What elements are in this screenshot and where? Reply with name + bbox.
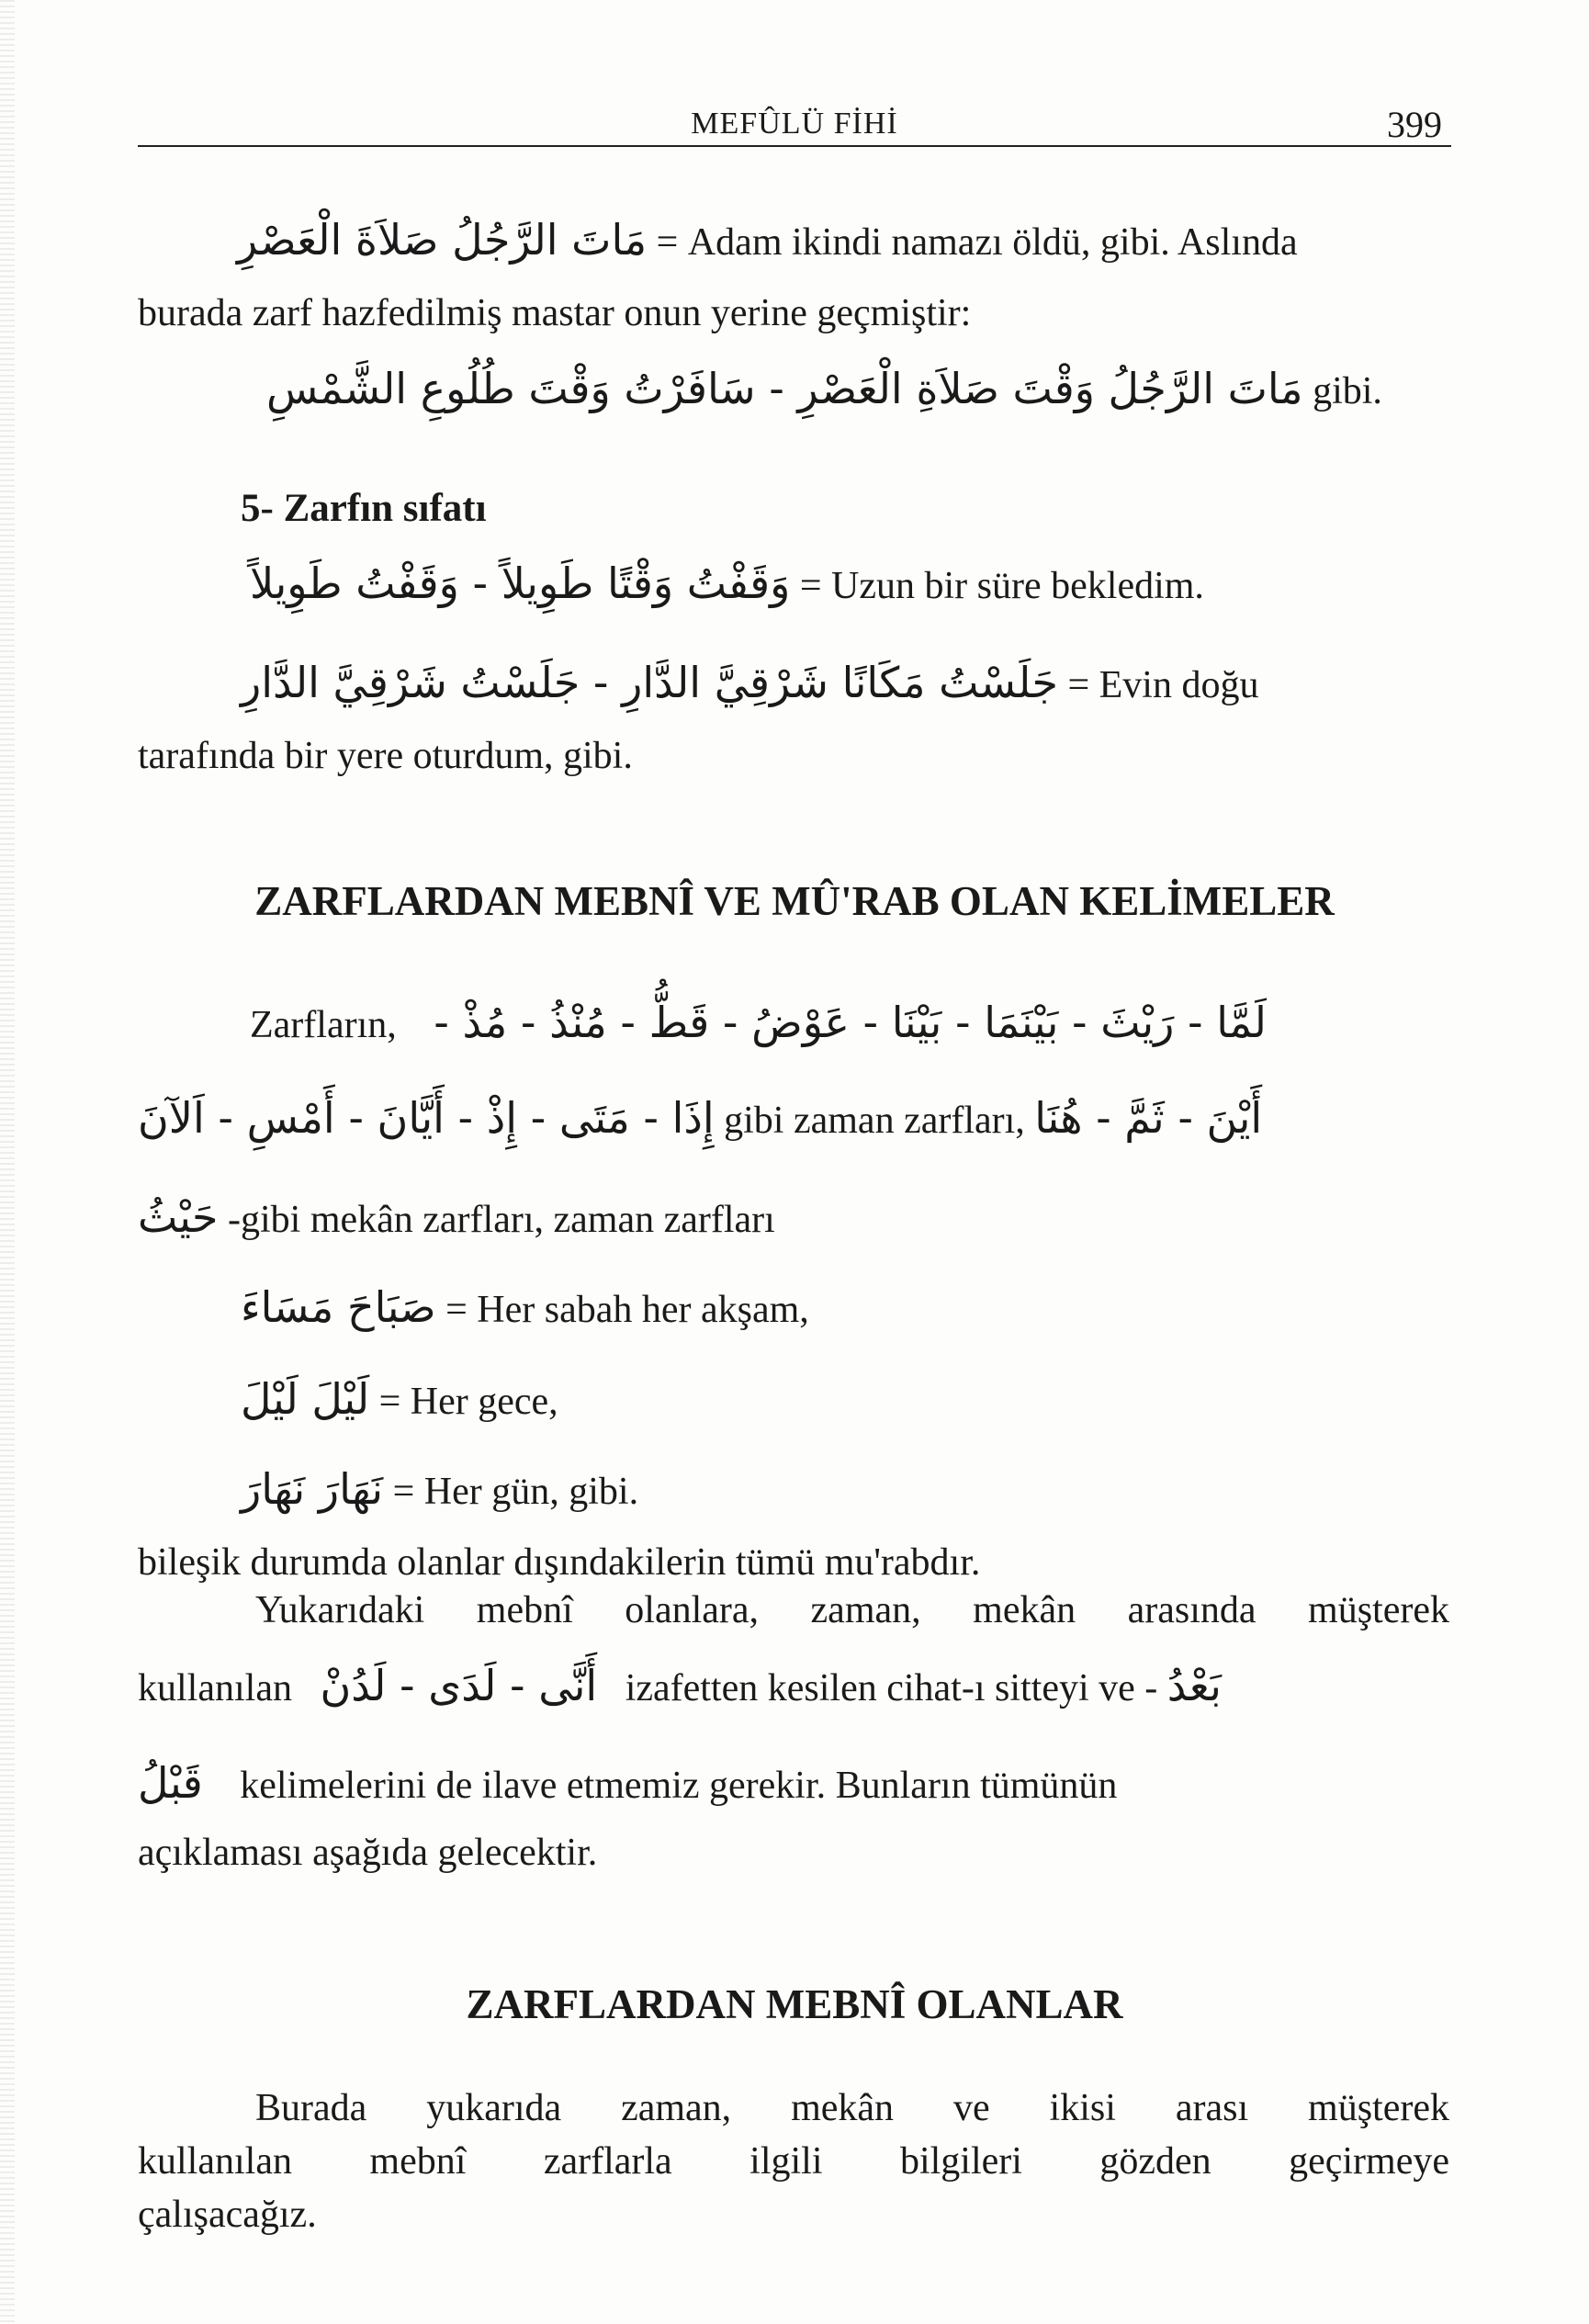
translation: = Her sabah her akşam,: [445, 1289, 809, 1331]
arabic-word: قَبْلُ: [138, 1758, 203, 1808]
zarf-example-1: [241, 1284, 809, 1331]
arabic-list: أَيْنَ - ثَمَّ - هُنَا: [1034, 1093, 1263, 1143]
body-line: çalışacağız.: [138, 2194, 317, 2236]
arabic-example: صَبَاحَ مَسَاءَ: [241, 1282, 436, 1332]
page-header: [138, 103, 1451, 149]
translation: gibi zaman zarfları,: [724, 1100, 1025, 1142]
body-line-mixed: [138, 1663, 1222, 1709]
zarf-list-row-1: [250, 999, 1267, 1046]
translation: = Her gün, gibi.: [392, 1471, 639, 1513]
body-line: Yukarıdaki mebnî olanlara, zaman, mekân arasında müşterek: [255, 1589, 1449, 1631]
section-heading: ZARFLARDAN MEBNÎ VE MÛ'RAB OLAN KELİMELER: [254, 878, 1335, 924]
zarf-list-row-2: [138, 1095, 1262, 1142]
example-line-2: [266, 366, 1382, 412]
text-fragment: kelimelerini de ilave etmemiz gerekir. Bunların tümünün: [240, 1765, 1118, 1807]
arabic-words: أَنَّى - لَدَى - لَدُنْ: [320, 1661, 598, 1710]
arabic-list: إِذَا - مَتَى - إِذْ - أَيَّانَ - أَمْسِ - اَلآنَ: [138, 1093, 715, 1143]
translation: = Adam ikindi namazı öldü, gibi. Aslında: [656, 221, 1298, 264]
translation: gibi.: [1313, 370, 1382, 412]
arabic-list: لَمَّا - رَيْثَ - بَيْنَمَا - بَيْنَا - عَوْضُ - قَطُّ - مُنْذُ - مُذْ -: [434, 998, 1267, 1047]
zarf-list-row-3: [138, 1194, 775, 1241]
arabic-example: لَيْلَ لَيْلَ: [241, 1374, 370, 1424]
translation: -gibi mekân zarfları, zaman zarfları: [228, 1199, 775, 1241]
body-line: burada zarf hazfedilmiş mastar onun yerine geçmiştir:: [138, 292, 972, 334]
running-title: MEFÛLÜ FİHİ: [691, 107, 898, 141]
translation: = Evin doğu: [1067, 664, 1259, 706]
body-line-mixed: [138, 1760, 1449, 1807]
zarf-example-3: [241, 1466, 638, 1513]
body-line: Burada yukarıda zaman, mekân ve ikisi arası müşterek: [255, 2087, 1449, 2129]
body-line: tarafında bir yere oturdum, gibi.: [138, 735, 633, 777]
zarf-example-2: [241, 1376, 558, 1423]
arabic-example: وَقَفْتُ وَقْتًا طَوِيلاً - وَقَفْتُ طَوِيلاً: [250, 558, 791, 608]
translation: = Her gece,: [378, 1381, 558, 1423]
header-rule: [138, 145, 1451, 147]
example-line-1: [237, 217, 1298, 264]
section-heading: ZARFLARDAN MEBNÎ OLANLAR: [466, 1981, 1123, 2027]
translation: = Uzun bir süre bekledim.: [799, 565, 1204, 607]
text-fragment: izafetten kesilen cihat-ı sitteyi ve -: [625, 1667, 1158, 1709]
arabic-example: جَلَسْتُ مَكَانًا شَرْقِيَّ الدَّارِ - جَلَسْتُ شَرْقِيَّ الدَّارِ: [241, 658, 1058, 707]
body-line: kullanılan mebnî zarflarla ilgili bilgileri gözden geçirmeye: [138, 2140, 1449, 2183]
arabic-example: مَاتَ الرَّجُلُ وَقْتَ صَلاَةِ الْعَصْرِ - سَافَرْتُ وَقْتَ طُلُوعِ الشَّمْسِ: [266, 364, 1303, 413]
example-line-3: [250, 560, 1204, 607]
body-line: bileşik durumda olanlar dışındakilerin tümü mu'rabdır.: [138, 1541, 981, 1584]
text-fragment: kullanılan: [138, 1667, 292, 1709]
arabic-example: نَهَارَ نَهَارَ: [241, 1464, 384, 1514]
scan-edge: [0, 0, 15, 2324]
example-line-4: [241, 660, 1258, 706]
arabic-word: بَعْدُ: [1166, 1661, 1222, 1710]
intro-text: Zarfların,: [250, 1004, 397, 1046]
arabic-word: حَيْثُ: [138, 1192, 219, 1242]
body-line: açıklaması aşağıda gelecektir.: [138, 1832, 598, 1874]
arabic-example: مَاتَ الرَّجُلُ صَلاَةَ الْعَصْرِ: [237, 215, 648, 265]
page-number: 399: [1387, 104, 1442, 145]
subsection-title: 5- Zarfın sıfatı: [241, 487, 487, 530]
